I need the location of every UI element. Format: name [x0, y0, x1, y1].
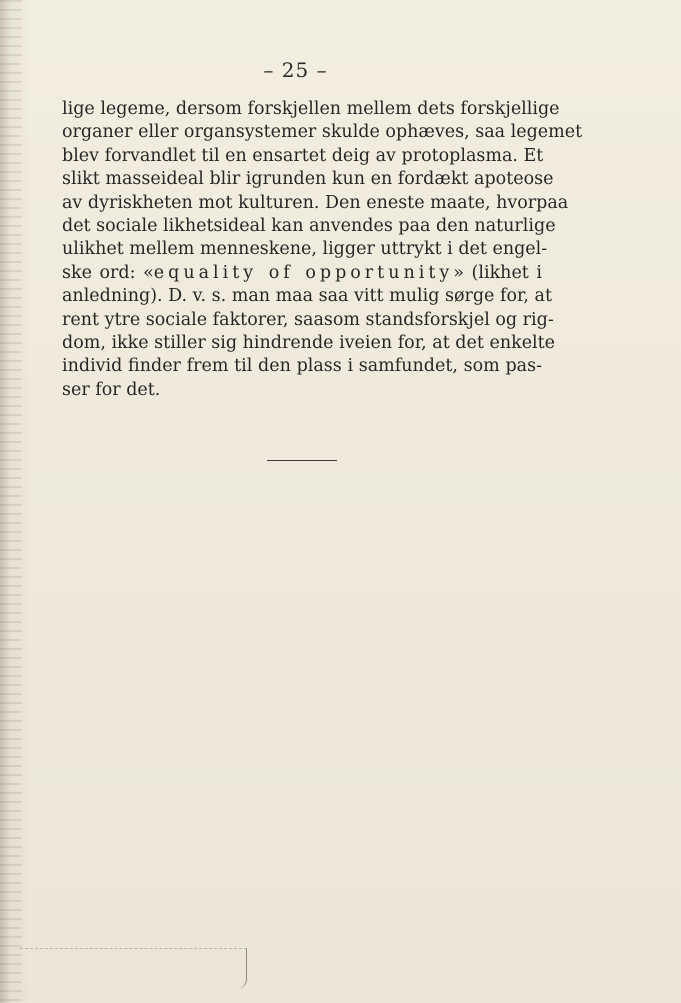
body-text — [62, 98, 583, 402]
text-line: av dyriskheten mot kulturen. Den eneste maate, hvorpaa — [62, 192, 569, 213]
spaced-phrase: equality of opportunity — [153, 262, 454, 283]
text-line: slikt masseideal blir igrunden kun en fordækt apoteose — [62, 169, 554, 190]
text-line: individ finder frem til den plass i samfundet, som pas- — [62, 356, 542, 377]
text-line: lige legeme, dersom forskjellen mellem dets forskjellige — [62, 99, 560, 119]
page-number: – 25 – — [263, 58, 328, 82]
text-line-with-spaced-phrase — [62, 262, 542, 285]
text-line: ulikhet mellem menneskene, ligger uttrykt i det engel- — [62, 239, 548, 260]
text-line: det sociale likhetsideal kan anvendes paa den naturlige — [62, 215, 556, 236]
page-corner-marker — [20, 948, 247, 989]
text-line: organer eller organsystemer skulde ophæves, saa legemet — [62, 122, 583, 143]
text-line: rent ytre sociale faktorer, saasom standsforskjel og rig- — [62, 309, 554, 330]
text-line: blev forvandlet til en ensartet deig av protoplasma. Et — [62, 145, 544, 166]
line-end: » (likhet i — [453, 262, 542, 283]
text-line: ser for det. — [62, 379, 161, 400]
line-start: ske ord: « — [62, 262, 154, 283]
section-divider — [267, 460, 337, 461]
text-line: dom, ikke stiller sig hindrende iveien for, at det enkelte — [62, 332, 556, 353]
binding-edge — [0, 0, 22, 1003]
text-line: anledning). D. v. s. man maa saa vitt mulig sørge for, at — [62, 286, 553, 307]
